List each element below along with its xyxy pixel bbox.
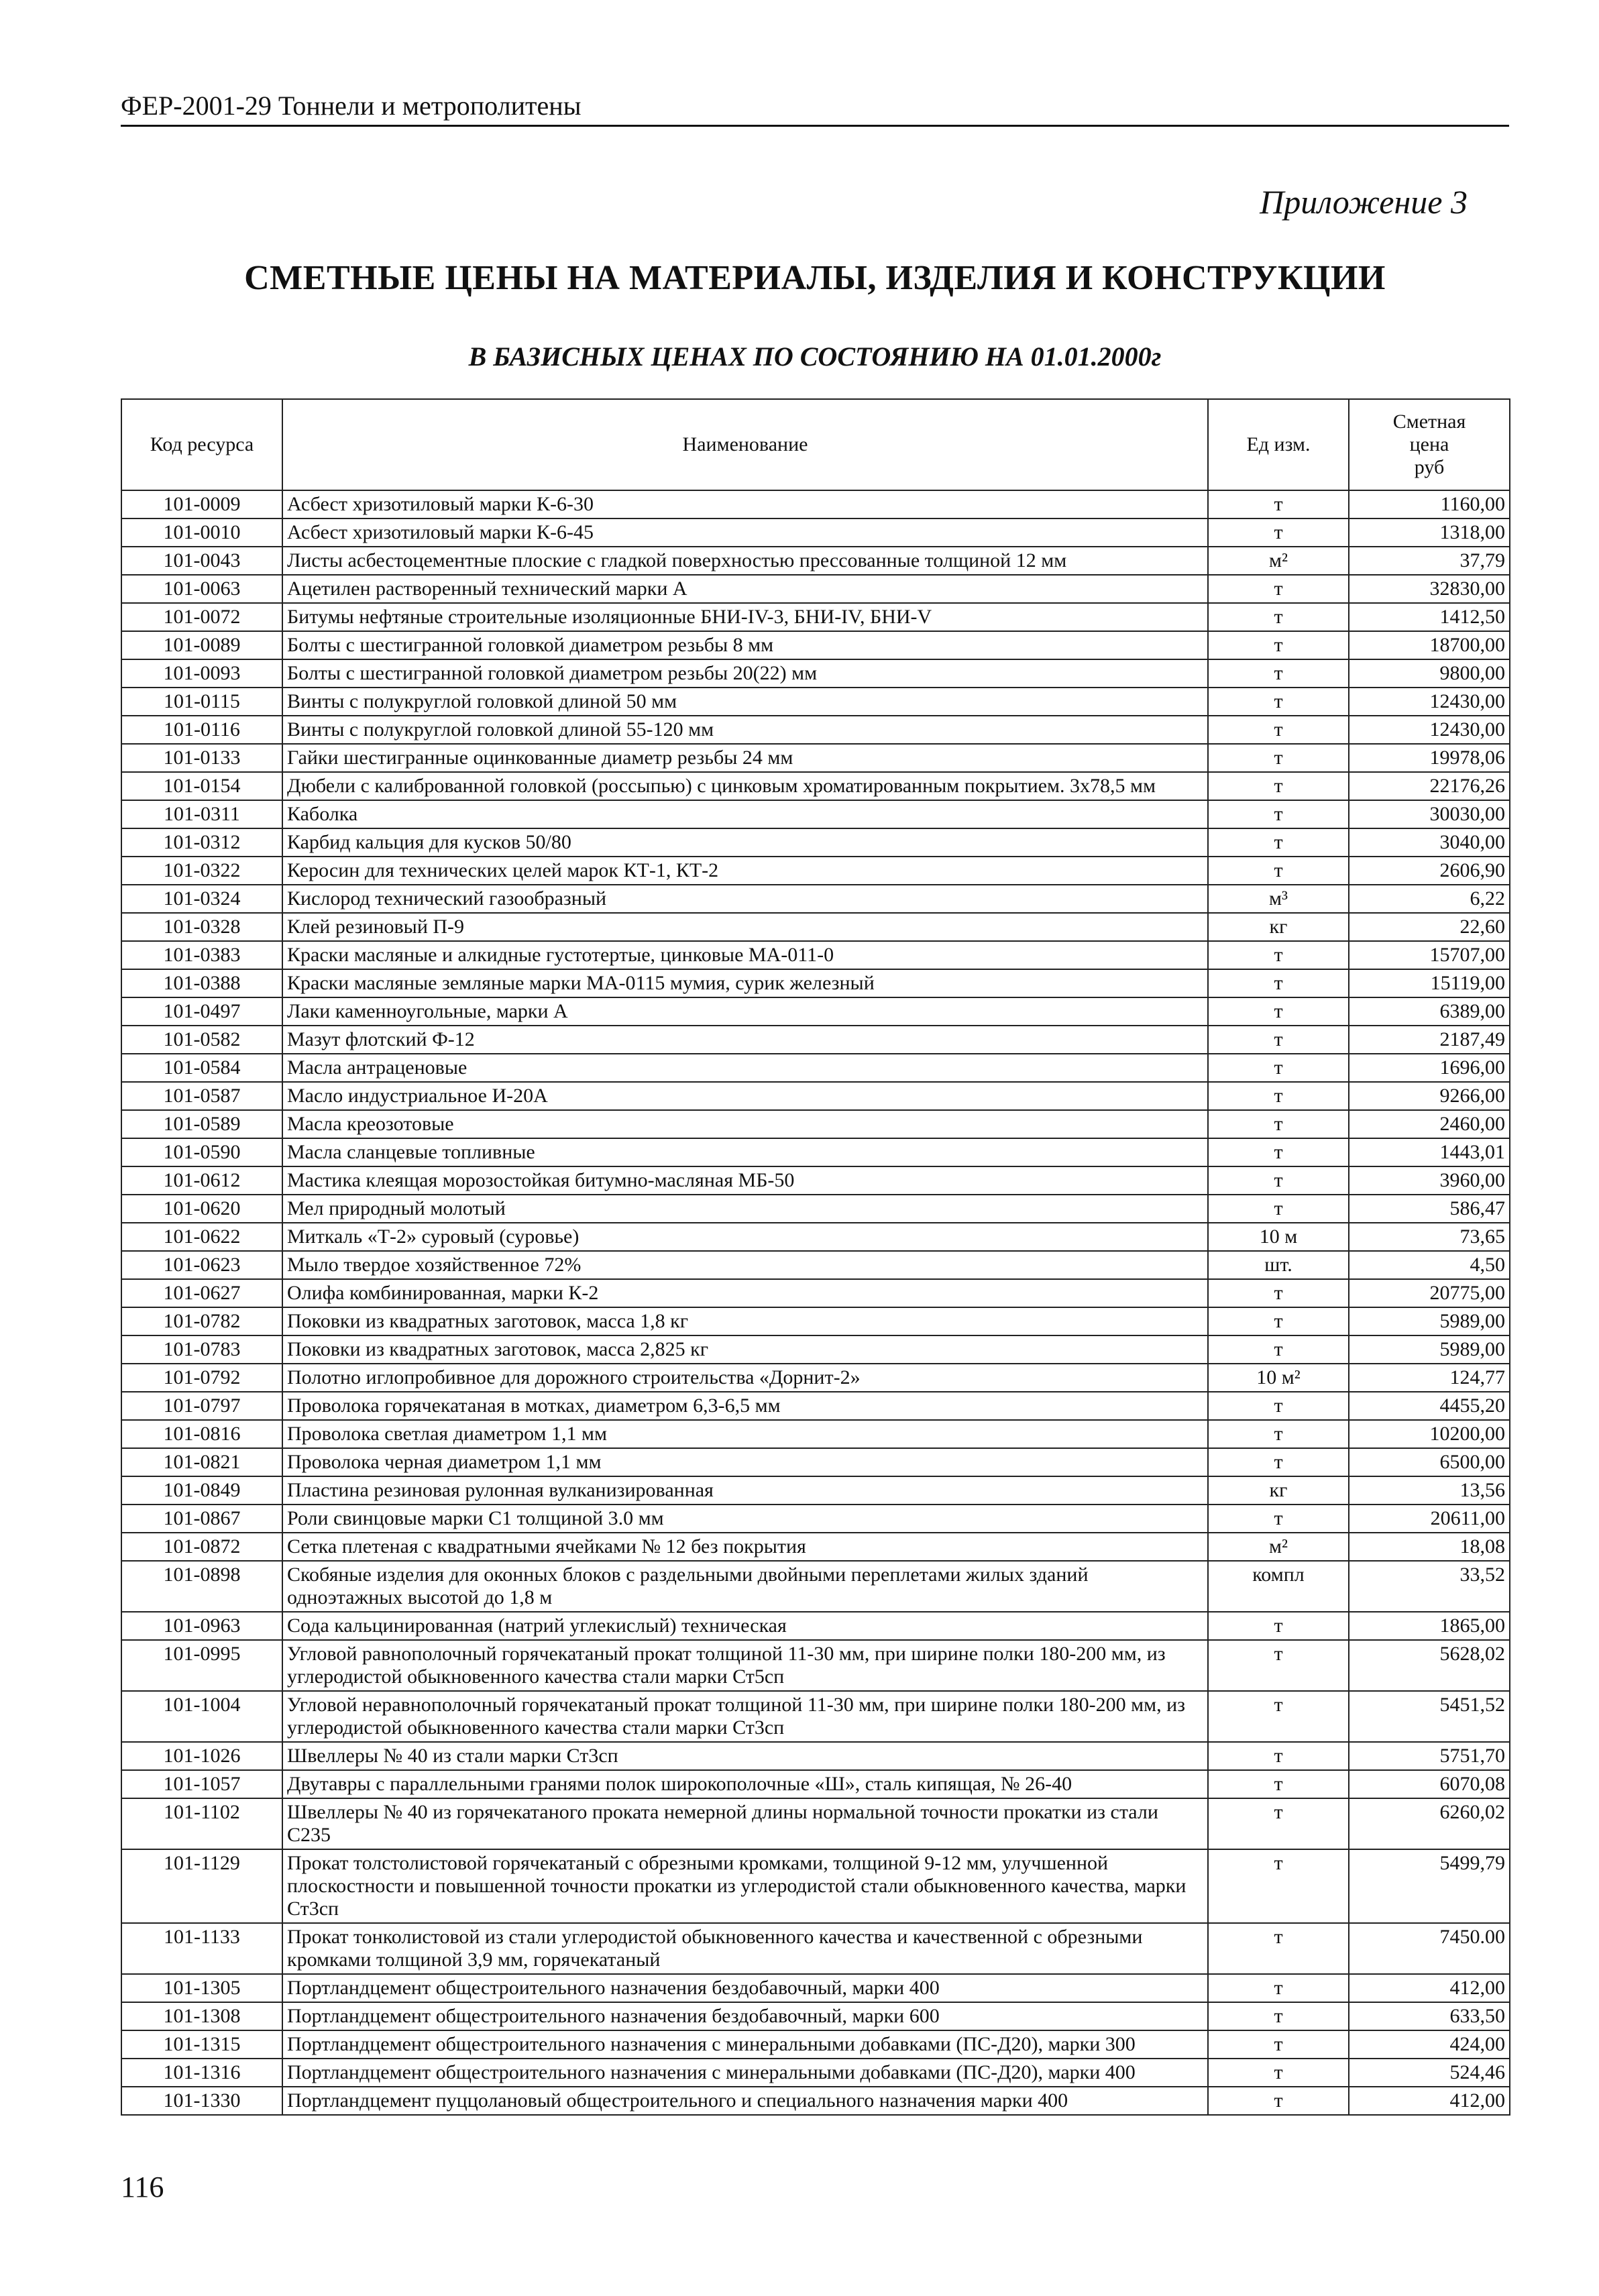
cell-code: 101-0792 xyxy=(121,1364,282,1392)
cell-name: Проволока светлая диаметром 1,1 мм xyxy=(282,1420,1208,1448)
cell-name: Каболка xyxy=(282,800,1208,828)
cell-name: Мел природный молотый xyxy=(282,1195,1208,1223)
cell-price: 7450.00 xyxy=(1349,1923,1510,1974)
cell-name: Мастика клеящая морозостойкая битумно-масляная МБ-50 xyxy=(282,1166,1208,1195)
cell-code: 101-0797 xyxy=(121,1392,282,1420)
cell-price: 4,50 xyxy=(1349,1251,1510,1279)
table-row xyxy=(121,1974,1510,2002)
cell-price: 412,00 xyxy=(1349,2087,1510,2115)
cell-unit: т xyxy=(1208,1335,1349,1364)
cell-code: 101-0312 xyxy=(121,828,282,857)
cell-code: 101-0963 xyxy=(121,1612,282,1640)
cell-code: 101-0093 xyxy=(121,659,282,688)
table-row xyxy=(121,1307,1510,1335)
cell-price: 10200,00 xyxy=(1349,1420,1510,1448)
cell-unit: т xyxy=(1208,603,1349,631)
cell-name: Болты с шестигранной головкой диаметром резьбы 20(22) мм xyxy=(282,659,1208,688)
cell-name: Портландцемент пуццолановый общестроительного и специального назначения марки 400 xyxy=(282,2087,1208,2115)
cell-code: 101-1133 xyxy=(121,1923,282,1974)
cell-code: 101-0497 xyxy=(121,997,282,1026)
cell-price: 6389,00 xyxy=(1349,997,1510,1026)
cell-name: Сетка плетеная с квадратными ячейками № 12 без покрытия xyxy=(282,1533,1208,1561)
table-row xyxy=(121,1640,1510,1691)
cell-code: 101-0782 xyxy=(121,1307,282,1335)
cell-code: 101-0867 xyxy=(121,1505,282,1533)
table-row xyxy=(121,913,1510,941)
cell-name: Карбид кальция для кусков 50/80 xyxy=(282,828,1208,857)
cell-price: 6,22 xyxy=(1349,885,1510,913)
cell-unit: т xyxy=(1208,2030,1349,2059)
cell-code: 101-0133 xyxy=(121,744,282,772)
cell-code: 101-0898 xyxy=(121,1561,282,1612)
cell-code: 101-1026 xyxy=(121,1742,282,1770)
cell-code: 101-0584 xyxy=(121,1054,282,1082)
cell-code: 101-0154 xyxy=(121,772,282,800)
cell-code: 101-0582 xyxy=(121,1026,282,1054)
cell-price: 5451,52 xyxy=(1349,1691,1510,1742)
cell-code: 101-0995 xyxy=(121,1640,282,1691)
cell-code: 101-0388 xyxy=(121,969,282,997)
table-row xyxy=(121,1849,1510,1923)
cell-unit: м³ xyxy=(1208,885,1349,913)
table-row xyxy=(121,969,1510,997)
cell-price: 9266,00 xyxy=(1349,1082,1510,1110)
table-row xyxy=(121,575,1510,603)
table-row xyxy=(121,1110,1510,1138)
table-row xyxy=(121,1054,1510,1082)
table-row xyxy=(121,1335,1510,1364)
cell-name: Гайки шестигранные оцинкованные диаметр резьбы 24 мм xyxy=(282,744,1208,772)
cell-price: 1160,00 xyxy=(1349,490,1510,518)
table-row xyxy=(121,547,1510,575)
cell-code: 101-0089 xyxy=(121,631,282,659)
cell-price: 20775,00 xyxy=(1349,1279,1510,1307)
cell-price: 2460,00 xyxy=(1349,1110,1510,1138)
cell-name: Полотно иглопробивное для дорожного строительства «Дорнит-2» xyxy=(282,1364,1208,1392)
cell-unit: т xyxy=(1208,1166,1349,1195)
cell-price: 5989,00 xyxy=(1349,1335,1510,1364)
cell-name: Роли свинцовые марки С1 толщиной 3.0 мм xyxy=(282,1505,1208,1533)
cell-code: 101-1330 xyxy=(121,2087,282,2115)
cell-price: 5499,79 xyxy=(1349,1849,1510,1923)
cell-code: 101-0072 xyxy=(121,603,282,631)
cell-unit: т xyxy=(1208,490,1349,518)
cell-price: 6260,02 xyxy=(1349,1798,1510,1849)
table-row xyxy=(121,688,1510,716)
cell-code: 101-0587 xyxy=(121,1082,282,1110)
cell-name: Масла сланцевые топливные xyxy=(282,1138,1208,1166)
cell-name: Сода кальцинированная (натрий углекислый) техническая xyxy=(282,1612,1208,1640)
table-row xyxy=(121,1279,1510,1307)
cell-unit: т xyxy=(1208,575,1349,603)
cell-name: Ацетилен растворенный технический марки А xyxy=(282,575,1208,603)
cell-unit: т xyxy=(1208,1138,1349,1166)
cell-name: Прокат тонколистовой из стали углеродистой обыкновенного качества и качественной с обрезными кромками толщиной 3,9 мм, горячекатаный xyxy=(282,1923,1208,1974)
cell-price: 15707,00 xyxy=(1349,941,1510,969)
cell-unit: т xyxy=(1208,1974,1349,2002)
cell-name: Проволока черная диаметром 1,1 мм xyxy=(282,1448,1208,1476)
table-row xyxy=(121,857,1510,885)
cell-name: Болты с шестигранной головкой диаметром резьбы 8 мм xyxy=(282,631,1208,659)
cell-price: 1318,00 xyxy=(1349,518,1510,547)
cell-code: 101-0063 xyxy=(121,575,282,603)
cell-unit: т xyxy=(1208,1770,1349,1798)
cell-unit: т xyxy=(1208,1392,1349,1420)
table-row xyxy=(121,1533,1510,1561)
table-body xyxy=(121,490,1510,2115)
cell-price: 633,50 xyxy=(1349,2002,1510,2030)
cell-name: Швеллеры № 40 из горячекатаного проката немерной длины нормальной точности прокатки из стали С235 xyxy=(282,1798,1208,1849)
table-row xyxy=(121,1223,1510,1251)
cell-price: 12430,00 xyxy=(1349,688,1510,716)
cell-name: Дюбели с калиброванной головкой (россыпью) с цинковым хроматированным покрытием. 3х78,5 мм xyxy=(282,772,1208,800)
cell-unit: т xyxy=(1208,2059,1349,2087)
cell-unit: т xyxy=(1208,1448,1349,1476)
cell-unit: т xyxy=(1208,1742,1349,1770)
document-subtitle: В БАЗИСНЫХ ЦЕНАХ ПО СОСТОЯНИЮ НА 01.01.2000г xyxy=(468,341,1162,372)
cell-price: 1443,01 xyxy=(1349,1138,1510,1166)
table-row xyxy=(121,885,1510,913)
cell-price: 5628,02 xyxy=(1349,1640,1510,1691)
cell-price: 22,60 xyxy=(1349,913,1510,941)
cell-unit: т xyxy=(1208,969,1349,997)
cell-name: Краски масляные и алкидные густотертые, цинковые МА-011-0 xyxy=(282,941,1208,969)
cell-unit: т xyxy=(1208,1923,1349,1974)
table-row xyxy=(121,800,1510,828)
cell-price: 73,65 xyxy=(1349,1223,1510,1251)
cell-code: 101-0043 xyxy=(121,547,282,575)
cell-price: 6500,00 xyxy=(1349,1448,1510,1476)
cell-unit: т xyxy=(1208,1195,1349,1223)
cell-unit: кг xyxy=(1208,1476,1349,1505)
page-number: 116 xyxy=(121,2171,164,2203)
table-row xyxy=(121,659,1510,688)
cell-price: 6070,08 xyxy=(1349,1770,1510,1798)
cell-name: Скобяные изделия для оконных блоков с раздельными двойными переплетами жилых зданий одноэтажных высотой до 1,8 м xyxy=(282,1561,1208,1612)
table-row xyxy=(121,631,1510,659)
table-row xyxy=(121,744,1510,772)
cell-name: Проволока горячекатаная в мотках, диаметром 6,3-6,5 мм xyxy=(282,1392,1208,1420)
cell-code: 101-0324 xyxy=(121,885,282,913)
cell-unit: т xyxy=(1208,1505,1349,1533)
cell-code: 101-0612 xyxy=(121,1166,282,1195)
table-row xyxy=(121,1448,1510,1476)
table-header-row xyxy=(121,399,1510,490)
cell-price: 3960,00 xyxy=(1349,1166,1510,1195)
table-row xyxy=(121,1923,1510,1974)
cell-price: 412,00 xyxy=(1349,1974,1510,2002)
cell-name: Портландцемент общестроительного назначения с минеральными добавками (ПС-Д20), марки 300 xyxy=(282,2030,1208,2059)
cell-name: Прокат толстолистовой горячекатаный с обрезными кромками, толщиной 9-12 мм, улучшенной плоскостности и повышенной точности прокатки из углеродистой стали обыкновенного качества, марки Ст3сп xyxy=(282,1849,1208,1923)
cell-unit: т xyxy=(1208,518,1349,547)
cell-name: Миткаль «Т-2» суровый (суровье) xyxy=(282,1223,1208,1251)
cell-unit: т xyxy=(1208,1279,1349,1307)
running-header: ФЕР-2001-29 Тоннели и метрополитены xyxy=(121,89,1509,127)
table-row xyxy=(121,1251,1510,1279)
cell-code: 101-1129 xyxy=(121,1849,282,1923)
cell-name: Керосин для технических целей марок КТ-1, КТ-2 xyxy=(282,857,1208,885)
cell-unit: м² xyxy=(1208,1533,1349,1561)
cell-code: 101-0816 xyxy=(121,1420,282,1448)
table-row xyxy=(121,1798,1510,1849)
table-row xyxy=(121,716,1510,744)
table-row xyxy=(121,1770,1510,1798)
cell-unit: т xyxy=(1208,1798,1349,1849)
table-row xyxy=(121,1138,1510,1166)
cell-code: 101-0783 xyxy=(121,1335,282,1364)
cell-price: 1412,50 xyxy=(1349,603,1510,631)
cell-name: Олифа комбинированная, марки К-2 xyxy=(282,1279,1208,1307)
table-row xyxy=(121,1742,1510,1770)
cell-name: Листы асбестоцементные плоские с гладкой поверхностью прессованные толщиной 12 мм xyxy=(282,547,1208,575)
cell-price: 13,56 xyxy=(1349,1476,1510,1505)
cell-unit: т xyxy=(1208,744,1349,772)
cell-name: Мыло твердое хозяйственное 72% xyxy=(282,1251,1208,1279)
cell-unit: т xyxy=(1208,997,1349,1026)
cell-name: Краски масляные земляные марки МА-0115 мумия, сурик железный xyxy=(282,969,1208,997)
cell-unit: т xyxy=(1208,857,1349,885)
price-table xyxy=(121,398,1510,2116)
table-row xyxy=(121,772,1510,800)
cell-unit: шт. xyxy=(1208,1251,1349,1279)
cell-unit: т xyxy=(1208,659,1349,688)
cell-code: 101-0383 xyxy=(121,941,282,969)
table-row xyxy=(121,2059,1510,2087)
cell-name: Портландцемент общестроительного назначения с минеральными добавками (ПС-Д20), марки 400 xyxy=(282,2059,1208,2087)
cell-unit: т xyxy=(1208,941,1349,969)
price-header-line-1: Сметная xyxy=(1392,411,1466,433)
table-row xyxy=(121,941,1510,969)
table-row xyxy=(121,1195,1510,1223)
table-row xyxy=(121,603,1510,631)
cell-unit: 10 м xyxy=(1208,1223,1349,1251)
cell-price: 15119,00 xyxy=(1349,969,1510,997)
cell-unit: т xyxy=(1208,1691,1349,1742)
price-header-line-2: цена xyxy=(1409,433,1449,455)
cell-code: 101-1316 xyxy=(121,2059,282,2087)
table-row xyxy=(121,1505,1510,1533)
cell-price: 2606,90 xyxy=(1349,857,1510,885)
table-row xyxy=(121,1392,1510,1420)
cell-name: Угловой неравнополочный горячекатаный прокат толщиной 11-30 мм, при ширине полки 180-200 мм, из углеродистой обыкновенного качества стали марки Ст3сп xyxy=(282,1691,1208,1742)
cell-code: 101-1102 xyxy=(121,1798,282,1849)
cell-code: 101-0821 xyxy=(121,1448,282,1476)
column-header-unit: Ед изм. xyxy=(1208,399,1349,490)
cell-name: Масла антраценовые xyxy=(282,1054,1208,1082)
cell-code: 101-0322 xyxy=(121,857,282,885)
table-row xyxy=(121,1082,1510,1110)
cell-unit: кг xyxy=(1208,913,1349,941)
cell-price: 18700,00 xyxy=(1349,631,1510,659)
cell-price: 9800,00 xyxy=(1349,659,1510,688)
cell-price: 1696,00 xyxy=(1349,1054,1510,1082)
cell-price: 22176,26 xyxy=(1349,772,1510,800)
cell-code: 101-0622 xyxy=(121,1223,282,1251)
cell-code: 101-0849 xyxy=(121,1476,282,1505)
cell-unit: т xyxy=(1208,772,1349,800)
cell-code: 101-0589 xyxy=(121,1110,282,1138)
cell-price: 524,46 xyxy=(1349,2059,1510,2087)
cell-name: Портландцемент общестроительного назначения бездобавочный, марки 400 xyxy=(282,1974,1208,2002)
cell-code: 101-0115 xyxy=(121,688,282,716)
cell-price: 5989,00 xyxy=(1349,1307,1510,1335)
table-row xyxy=(121,1691,1510,1742)
cell-price: 37,79 xyxy=(1349,547,1510,575)
cell-unit: т xyxy=(1208,631,1349,659)
cell-unit: т xyxy=(1208,1640,1349,1691)
price-header-line-3: руб xyxy=(1414,456,1445,478)
cell-price: 12430,00 xyxy=(1349,716,1510,744)
document-title: СМЕТНЫЕ ЦЕНЫ НА МАТЕРИАЛЫ, ИЗДЕЛИЯ И КОНСТРУКЦИИ xyxy=(244,259,1386,297)
cell-code: 101-0872 xyxy=(121,1533,282,1561)
table-row xyxy=(121,1026,1510,1054)
cell-code: 101-1315 xyxy=(121,2030,282,2059)
cell-unit: т xyxy=(1208,1054,1349,1082)
cell-unit: т xyxy=(1208,800,1349,828)
cell-name: Масло индустриальное И-20А xyxy=(282,1082,1208,1110)
table-row xyxy=(121,997,1510,1026)
cell-code: 101-0311 xyxy=(121,800,282,828)
cell-code: 101-0627 xyxy=(121,1279,282,1307)
cell-price: 19978,06 xyxy=(1349,744,1510,772)
cell-code: 101-0620 xyxy=(121,1195,282,1223)
cell-name: Лаки каменноугольные, марки А xyxy=(282,997,1208,1026)
cell-unit: т xyxy=(1208,828,1349,857)
cell-unit: т xyxy=(1208,1082,1349,1110)
cell-unit: т xyxy=(1208,1026,1349,1054)
table-row xyxy=(121,1561,1510,1612)
cell-code: 101-0010 xyxy=(121,518,282,547)
cell-code: 101-1057 xyxy=(121,1770,282,1798)
cell-price: 5751,70 xyxy=(1349,1742,1510,1770)
cell-unit: т xyxy=(1208,1110,1349,1138)
table-row xyxy=(121,2087,1510,2115)
cell-price: 18,08 xyxy=(1349,1533,1510,1561)
cell-price: 424,00 xyxy=(1349,2030,1510,2059)
cell-name: Двутавры с параллельными гранями полок широкополочные «Ш», сталь кипящая, № 26-40 xyxy=(282,1770,1208,1798)
table-row xyxy=(121,2030,1510,2059)
cell-name: Поковки из квадратных заготовок, масса 1,8 кг xyxy=(282,1307,1208,1335)
cell-unit: 10 м² xyxy=(1208,1364,1349,1392)
cell-unit: т xyxy=(1208,1420,1349,1448)
cell-name: Клей резиновый П-9 xyxy=(282,913,1208,941)
cell-price: 124,77 xyxy=(1349,1364,1510,1392)
table-row xyxy=(121,2002,1510,2030)
cell-price: 3040,00 xyxy=(1349,828,1510,857)
cell-price: 586,47 xyxy=(1349,1195,1510,1223)
cell-unit: т xyxy=(1208,1612,1349,1640)
cell-name: Винты с полукруглой головкой длиной 55-120 мм xyxy=(282,716,1208,744)
table-row xyxy=(121,518,1510,547)
cell-name: Портландцемент общестроительного назначения бездобавочный, марки 600 xyxy=(282,2002,1208,2030)
cell-name: Кислород технический газообразный xyxy=(282,885,1208,913)
cell-name: Битумы нефтяные строительные изоляционные БНИ-IV-3, БНИ-IV, БНИ-V xyxy=(282,603,1208,631)
cell-price: 2187,49 xyxy=(1349,1026,1510,1054)
table-row xyxy=(121,1420,1510,1448)
cell-name: Масла креозотовые xyxy=(282,1110,1208,1138)
cell-name: Асбест хризотиловый марки К-6-45 xyxy=(282,518,1208,547)
cell-name: Швеллеры № 40 из стали марки Ст3сп xyxy=(282,1742,1208,1770)
cell-name: Винты с полукруглой головкой длиной 50 мм xyxy=(282,688,1208,716)
cell-code: 101-1308 xyxy=(121,2002,282,2030)
cell-unit: м² xyxy=(1208,547,1349,575)
table-row xyxy=(121,490,1510,518)
cell-name: Мазут флотский Ф-12 xyxy=(282,1026,1208,1054)
table-row xyxy=(121,828,1510,857)
cell-unit: т xyxy=(1208,2002,1349,2030)
cell-unit: т xyxy=(1208,2087,1349,2115)
cell-price: 20611,00 xyxy=(1349,1505,1510,1533)
cell-code: 101-0623 xyxy=(121,1251,282,1279)
appendix-label: Приложение 3 xyxy=(1260,183,1468,221)
column-header-code: Код ресурса xyxy=(121,399,282,490)
table-row xyxy=(121,1364,1510,1392)
cell-unit: т xyxy=(1208,1307,1349,1335)
table-row xyxy=(121,1166,1510,1195)
cell-price: 33,52 xyxy=(1349,1561,1510,1612)
cell-price: 4455,20 xyxy=(1349,1392,1510,1420)
table-row xyxy=(121,1612,1510,1640)
cell-price: 1865,00 xyxy=(1349,1612,1510,1640)
column-header-name: Наименование xyxy=(282,399,1208,490)
cell-code: 101-1305 xyxy=(121,1974,282,2002)
cell-unit: т xyxy=(1208,716,1349,744)
cell-code: 101-0590 xyxy=(121,1138,282,1166)
cell-unit: т xyxy=(1208,1849,1349,1923)
cell-unit: т xyxy=(1208,688,1349,716)
cell-code: 101-0116 xyxy=(121,716,282,744)
cell-name: Пластина резиновая рулонная вулканизированная xyxy=(282,1476,1208,1505)
column-header-price xyxy=(1349,399,1510,490)
cell-unit: компл xyxy=(1208,1561,1349,1612)
cell-name: Угловой равнополочный горячекатаный прокат толщиной 11-30 мм, при ширине полки 180-200 мм, из углеродистой обыкновенного качества стали марки Ст5сп xyxy=(282,1640,1208,1691)
cell-name: Поковки из квадратных заготовок, масса 2,825 кг xyxy=(282,1335,1208,1364)
cell-price: 30030,00 xyxy=(1349,800,1510,828)
cell-code: 101-0328 xyxy=(121,913,282,941)
cell-code: 101-0009 xyxy=(121,490,282,518)
cell-name: Асбест хризотиловый марки К-6-30 xyxy=(282,490,1208,518)
cell-price: 32830,00 xyxy=(1349,575,1510,603)
cell-code: 101-1004 xyxy=(121,1691,282,1742)
table-row xyxy=(121,1476,1510,1505)
